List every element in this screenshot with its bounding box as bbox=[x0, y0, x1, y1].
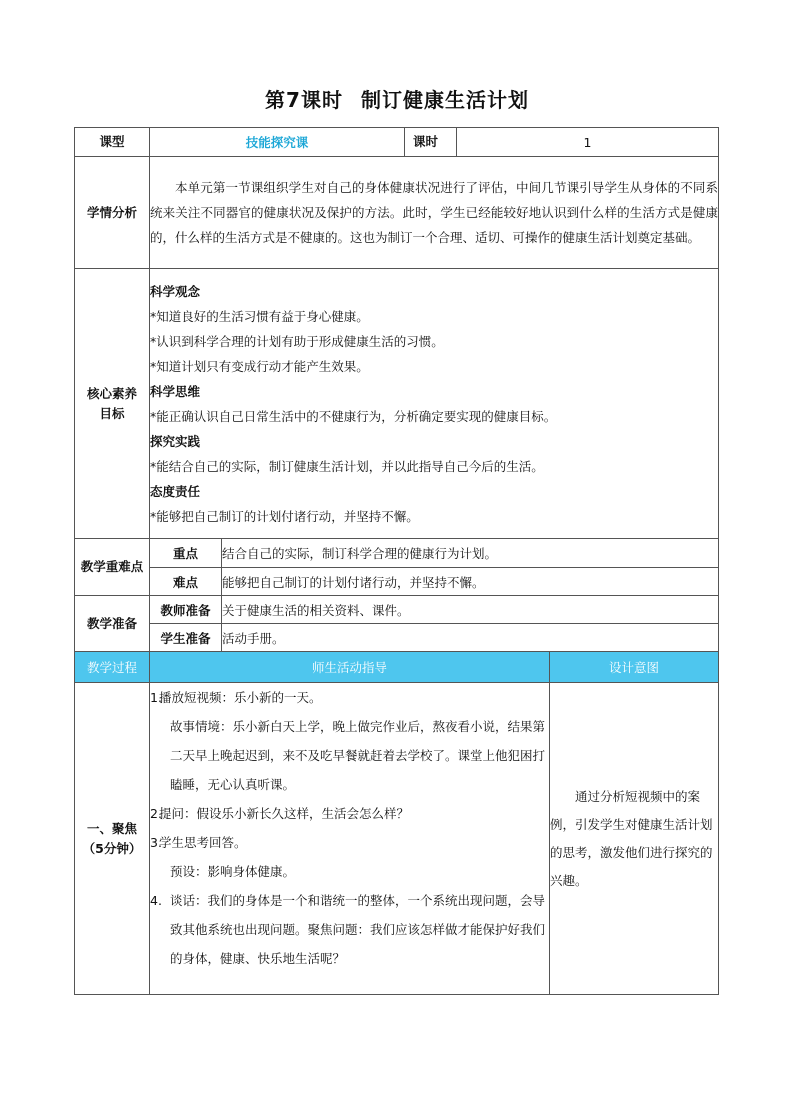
keypoints-label: 教学重难点 bbox=[75, 539, 150, 596]
student-prep-text: 活动手册。 bbox=[222, 624, 719, 652]
page-title bbox=[0, 84, 794, 113]
step-4 bbox=[150, 886, 549, 973]
stage-focus-activities bbox=[150, 683, 550, 995]
course-type-label: 课型 bbox=[75, 128, 150, 157]
difficulty-label: 难点 bbox=[150, 568, 222, 596]
goals-label-line2: 目标 bbox=[99, 405, 125, 421]
step-3 bbox=[150, 828, 549, 857]
step-1-story: 故事情境：乐小新白天上学，晚上做完作业后，熬夜看小说，结果第二天早上晚起迟到，来不及吃早餐就赶着去学校了。课堂上他犯困打瞌睡，无心认真听课。 bbox=[170, 719, 546, 792]
row-student-prep bbox=[75, 624, 719, 652]
stage-label-line1: 一、聚焦 bbox=[86, 821, 137, 837]
lesson-name: 制订健康生活计划 bbox=[360, 88, 529, 112]
teacher-prep-text: 关于健康生活的相关资料、课件。 bbox=[222, 596, 719, 624]
goal-item: *能够把自己制订的计划付诸行动，并坚持不懈。 bbox=[150, 508, 419, 524]
stage-focus-label bbox=[75, 683, 150, 995]
step-text: 提问：假设乐小新长久这样，生活会怎么样？ bbox=[159, 806, 410, 821]
goal-heading-thinking: 科学思维 bbox=[150, 383, 201, 399]
step-text: 谈话：我们的身体是一个和谐统一的整体，一个系统出现问题，会导致其他系统也出现问题。聚焦问题：我们应该怎样做才能保护好我们的身体，健康、快乐地生活呢？ bbox=[170, 893, 546, 966]
row-analysis bbox=[75, 157, 719, 269]
header-intent: 设计意图 bbox=[550, 652, 719, 683]
row-key-point bbox=[75, 539, 719, 568]
goal-heading-practice: 探究实践 bbox=[150, 433, 201, 449]
analysis-text: 本单元第一节课组织学生对自己的身体健康状况进行了评估，中间几节课引导学生从身体的不同系统来关注不同器官的健康状况及保护的方法。此时，学生已经能较好地认识到什么样的生活方式是健康的，什么样的生活方式是不健康的。这也为制订一个合理、适切、可操作的健康生活计划奠定基础。 bbox=[150, 157, 719, 269]
goals-label bbox=[75, 269, 150, 539]
step-text: 播放短视频：乐小新的一天。 bbox=[159, 690, 322, 705]
goal-item: *知道良好的生活习惯有益于身心健康。 bbox=[150, 308, 369, 324]
step-number: 2. bbox=[150, 806, 162, 821]
goals-label-line1: 核心素养 bbox=[86, 386, 137, 402]
hours-value: 1 bbox=[457, 128, 719, 157]
teacher-prep-label: 教师准备 bbox=[150, 596, 222, 624]
row-difficulty bbox=[75, 568, 719, 596]
row-stage-focus bbox=[75, 683, 719, 995]
step-number: 4. bbox=[150, 893, 162, 908]
stage-label-line2: （5分钟） bbox=[82, 840, 142, 856]
hours-label: 课时 bbox=[405, 128, 457, 157]
prep-label: 教学准备 bbox=[75, 596, 150, 652]
goal-heading-concept: 科学观念 bbox=[150, 283, 201, 299]
step-1 bbox=[150, 683, 549, 712]
goal-item: *认识到科学合理的计划有助于形成健康生活的习惯。 bbox=[150, 333, 444, 349]
step-number: 1. bbox=[150, 690, 162, 705]
step-number: 3. bbox=[150, 835, 162, 850]
row-goals bbox=[75, 269, 719, 539]
goal-item: *能结合自己的实际，制订健康生活计划，并以此指导自己今后的生活。 bbox=[150, 458, 544, 474]
analysis-label: 学情分析 bbox=[75, 157, 150, 269]
step-text: 学生思考回答。 bbox=[159, 835, 247, 850]
process-header-row bbox=[75, 652, 719, 683]
goal-heading-attitude: 态度责任 bbox=[150, 483, 201, 499]
key-point-label: 重点 bbox=[150, 539, 222, 568]
course-type-value: 技能探究课 bbox=[150, 128, 405, 157]
step-2 bbox=[150, 799, 549, 828]
difficulty-text: 能够把自己制订的计划付诸行动，并坚持不懈。 bbox=[222, 568, 719, 596]
header-activity: 师生活动指导 bbox=[150, 652, 550, 683]
step-3-preset: 预设：影响身体健康。 bbox=[170, 864, 296, 879]
header-process: 教学过程 bbox=[75, 652, 150, 683]
row-course-type bbox=[75, 128, 719, 157]
student-prep-label: 学生准备 bbox=[150, 624, 222, 652]
goal-item: *知道计划只有变成行动才能产生效果。 bbox=[150, 358, 369, 374]
row-teacher-prep bbox=[75, 596, 719, 624]
goals-text bbox=[150, 269, 719, 539]
stage-focus-intent: 通过分析短视频中的案例，引发学生对健康生活计划的思考，激发他们进行探究的兴趣。 bbox=[550, 683, 719, 995]
lesson-number: 第7课时 bbox=[265, 88, 343, 112]
key-point-text: 结合自己的实际，制订科学合理的健康行为计划。 bbox=[222, 539, 719, 568]
lesson-plan-table bbox=[74, 127, 719, 995]
goal-item: *能正确认识自己日常生活中的不健康行为，分析确定要实现的健康目标。 bbox=[150, 408, 557, 424]
